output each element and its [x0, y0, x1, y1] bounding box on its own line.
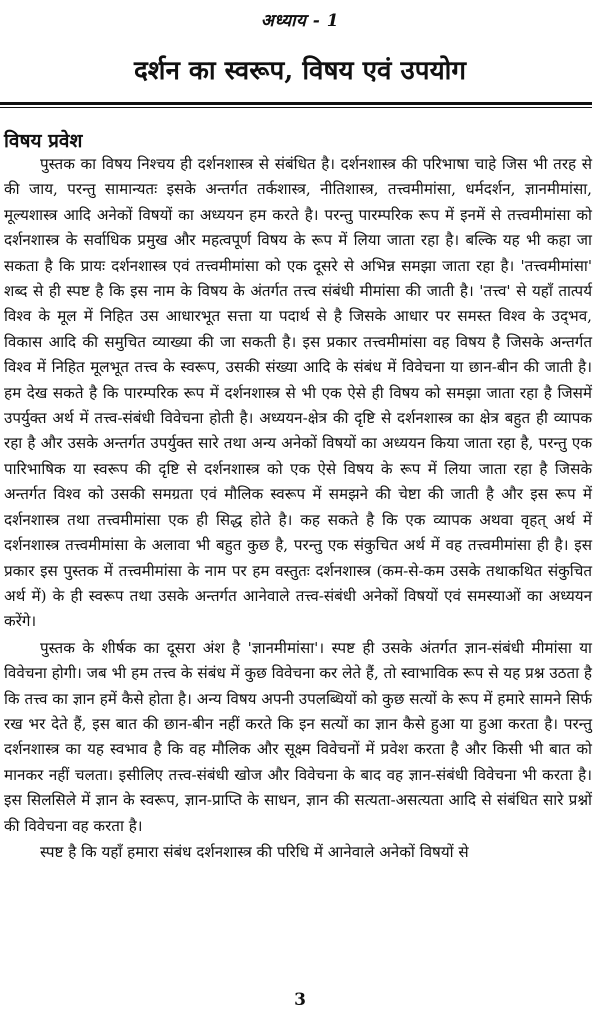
paragraph: पुस्तक का विषय निश्चय ही दर्शनशास्त्र से संबंधित है। दर्शनशास्त्र की परिभाषा चाहे जिस भी तरह से की जाय, परन्तु सामान्यतः इसके अन्तर्गत तर्कशास्त्र, नीतिशास्त्र, तत्त्वमीमांसा, धर्मदर्शन, ज्ञानमीमांसा, मूल्यशास्त्र आदि अनेकों विषयों का अध्ययन हम करते है। परन्तु पारम्परिक रूप में इनमें से तत्त्वमीमांसा को दर्शनशास्त्र के सर्वाधिक प्रमुख और महत्वपूर्ण विषय के रूप में लिया जाता रहा है। बल्कि यह भी कहा जा सकता है कि प्रायः दर्शनशास्त्र एवं तत्त्वमीमांसा को एक दूसरे से अभिन्न समझा जाता रहा है। 'तत्त्वमीमांसा' शब्द से ही स्पष्ट है कि इस नाम के विषय के अंतर्गत तत्त्व संबंधी मीमांसा की जाती है। 'तत्त्व' से यहाँ तात्पर्य विश्व के मूल में निहित उस आधारभूत सत्ता या पदार्थ से है जिसके आधार पर समस्त विश्व के उद्‌भव, विकास आदि की समुचित व्याख्या की जा सकती है। इस प्रकार तत्त्वमीमांसा वह विषय है जिसके अन्तर्गत विश्व में निहित मूलभूत तत्त्व के स्वरूप, उसकी संख्या आदि के संबंध में विवेचना या छान-बीन की जाती है। हम देख सकते है कि पारम्परिक रूप में दर्शनशास्त्र से भी एक ऐसे ही विषय को समझा जाता रहा है जिसमें उपर्युक्त अर्थ में तत्त्व-संबंधी विवेचना होती है। अध्ययन-क्षेत्र की दृष्टि से दर्शनशास्त्र का क्षेत्र बहुत ही व्यापक रहा है और उसके अन्तर्गत उपर्युक्त सारे तथा अन्य अनेकों विषयों का अध्ययन किया जाता रहा है, परन्तु एक पारिभाषिक या स्वरूप की दृष्टि से दर्शनशास्त्र को एक ऐसे विषय के रूप में लिया जाता रहा है जिसके अन्तर्गत विश्व को उसकी समग्रता एवं मौलिक स्वरूप में समझने की चेष्टा की जाती है और इस रूप में दर्शनशास्त्र तथा तत्त्वमीमांसा एक ही सिद्ध होते है। कह सकते है कि एक व्यापक अथवा वृहत्‌ अर्थ में दर्शनशास्त्र तत्त्वमीमांसा के अलावा भी बहुत कुछ है, परन्तु एक संकुचित अर्थ में वह तत्त्वमीमांसा ही है। इस प्रकार इस पुस्तक में तत्त्वमीमांसा के नाम पर हम वस्तुतः दर्शनशास्त्र (कम-से-कम उसके तथाकथित संकुचित अर्थ में) के ही स्वरूप तथा उसके अन्तर्गत आनेवाले तत्त्व-संबंधी अनेकों विषयों एवं समस्याओं का अध्ययन करेंगे।: [4, 155, 592, 631]
title-rule-thin: [0, 107, 592, 108]
paragraph: पुस्तक के शीर्षक का दूसरा अंश है 'ज्ञानमीमांसा'। स्पष्ट ही उसके अंतर्गत ज्ञान-संबंधी मीमांसा या विवेचना होगी। जब भी हम तत्त्व के संबंध में कुछ विवेचना कर लेते हैं, तो स्वाभाविक रूप से यह प्रश्न उठता है कि तत्त्व का ज्ञान हमें कैसे होता है। अन्य विषय अपनी उपलब्धियों को कुछ सत्यों के रूप में हमारे सामने सिर्फ रख भर देते हैं, इस बात की छान-बीन नहीं करते कि इन सत्यों का ज्ञान कैसे हुआ या हुआ करता है। परन्तु दर्शनशास्त्र का यह स्वभाव है कि वह मौलिक और सूक्ष्म विवेचनों में प्रवेश करता है और किसी भी बात को मानकर नहीं चलता। इसीलिए तत्त्व-संबंधी खोज और विवेचना के बाद वह ज्ञान-संबंधी विवेचना भी करता है। इस सिलसिले में ज्ञान के स्वरूप, ज्ञान-प्राप्ति के साधन, ज्ञान की सत्यता-असत्यता आदि से संबंधित सारे प्रश्नों की विवेचना वह करता है।: [4, 638, 592, 835]
section-heading: विषय प्रवेश: [4, 130, 83, 152]
body-text: [4, 152, 592, 865]
title-rule-thick: [0, 102, 592, 105]
chapter-title: दर्शन का स्वरूप, विषय एवं उपयोग: [133, 56, 467, 86]
paragraph: स्पष्ट है कि यहाँ हमारा संबंध दर्शनशास्त्र की परिधि में आनेवाले अनेकों विषयों से: [40, 842, 469, 861]
chapter-label: अध्याय - 1: [260, 11, 340, 31]
page-number: 3: [294, 990, 306, 1010]
